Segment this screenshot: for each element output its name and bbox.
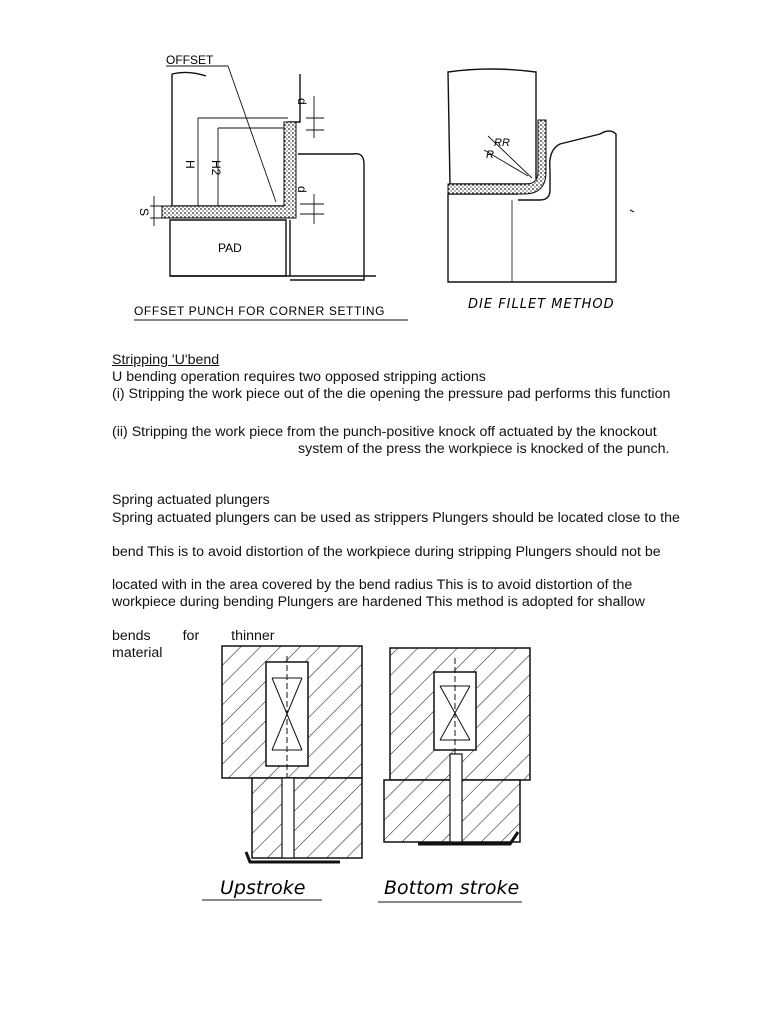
spring-line-1: Spring actuated plungers can be used as strippers Plungers should be located close to the [112, 510, 680, 526]
bent-workpiece [448, 120, 546, 194]
s-label: S [137, 208, 151, 217]
h-label: H [183, 160, 197, 169]
spring-line-2: bend This is to avoid distortion of the workpiece during stripping Plungers should not be [112, 544, 661, 560]
stripping-point-ii-b [112, 441, 688, 458]
spring-word-for: for [182, 628, 200, 644]
spring-line-6: material [112, 645, 163, 661]
upstroke-caption: Upstroke [220, 877, 306, 899]
offset-label: OFFSET [166, 53, 214, 67]
spring-word-bends: bends [112, 628, 151, 644]
stripping-point-ii-b-text: system of the press the workpiece is knocked of the punch. [298, 441, 670, 457]
spring-heading: Spring actuated plungers [112, 492, 270, 508]
offset-punch-caption: OFFSET PUNCH FOR CORNER SETTING [134, 304, 386, 318]
die-fillet-figure [440, 60, 650, 340]
stripping-point-ii-a: (ii) Stripping the work piece from the punch-positive knock off actuated by the knockout [112, 424, 657, 440]
die-fillet-caption: DIE FILLET METHOD [468, 297, 615, 312]
offset-punch-figure [128, 44, 428, 334]
bottom-stroke-drawing [384, 648, 530, 844]
h2-label: H2 [209, 160, 223, 176]
stripping-point-i: (i) Stripping the work piece out of the die opening the pressure pad performs this function [112, 386, 671, 402]
workpiece-strip [162, 122, 296, 218]
r-label: R [486, 149, 494, 161]
spring-line-3: located with in the area covered by the bend radius This is to avoid distortion of the [112, 577, 633, 593]
upstroke-drawing [222, 646, 362, 862]
pad-label: PAD [218, 241, 242, 255]
rr-label: RR [494, 137, 510, 149]
spring-line-4: workpiece during bending Plungers are hardened This method is adopted for shallow [112, 594, 645, 610]
stripping-heading: Stripping 'U'bend [112, 352, 220, 368]
d-top-label: d [295, 98, 309, 105]
stripping-intro: U bending operation requires two opposed stripping actions [112, 369, 486, 385]
bottom-stroke-caption: Bottom stroke [384, 877, 520, 899]
spring-word-thinner: thinner [231, 628, 275, 644]
d-bottom-label: d [295, 186, 309, 193]
plunger-figure [172, 636, 568, 922]
